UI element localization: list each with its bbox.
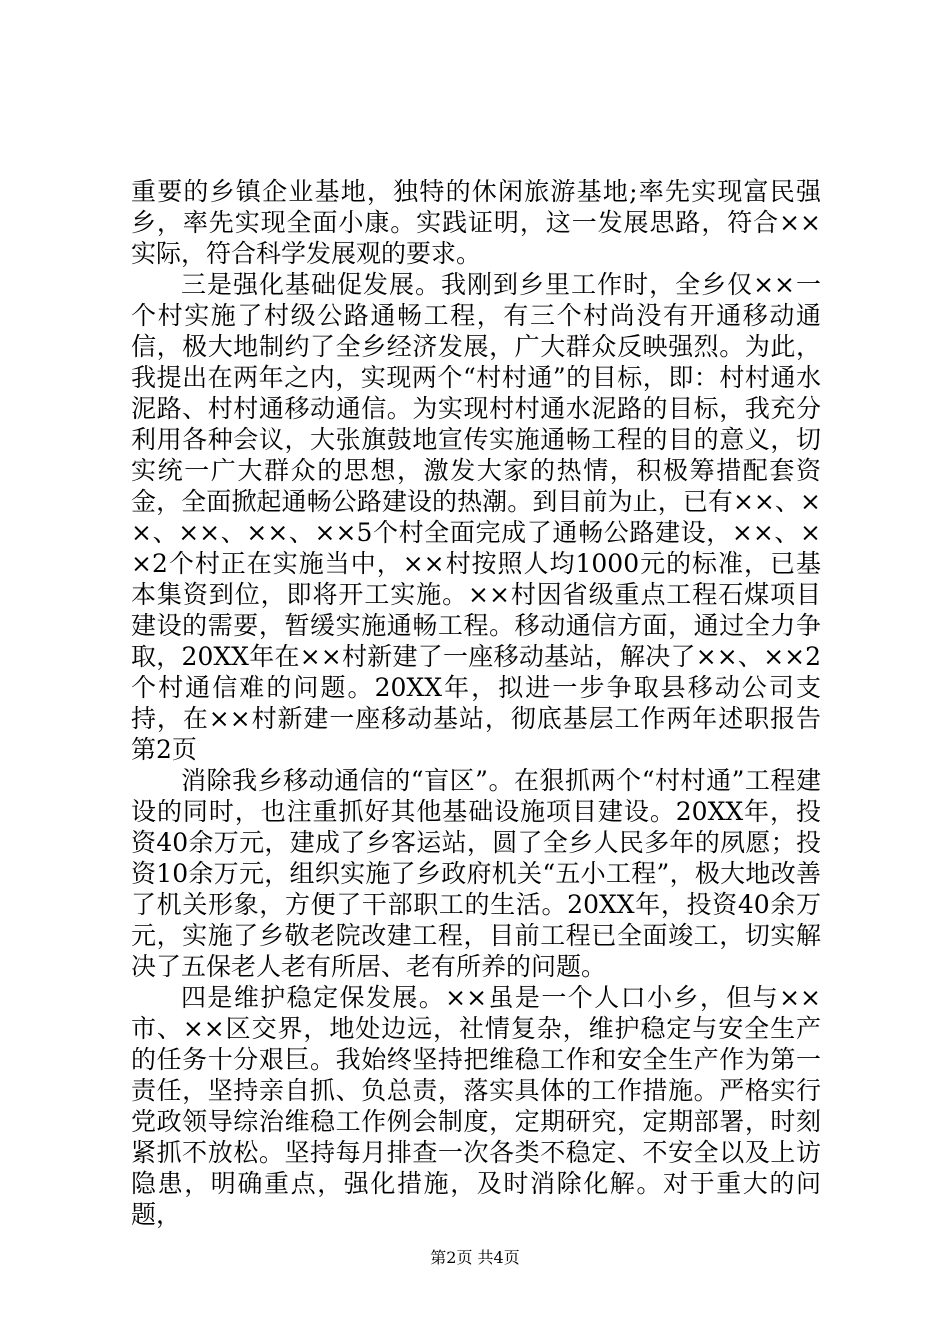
paragraph-2: 三是强化基础促发展。我刚到乡里工作时，全乡仅××一个村实施了村级公路通畅工程，有三个村尚没有开通移动通信，极大地制约了全乡经济发展，广大群众反映强烈。为此，我提出在两年之内，实现两个“村村通”的目标，即：村村通水泥路、村村通移动通信。为实现村村通水泥路的目标，我充分利用各种会议，大张旗鼓地宣传实施通畅工程的目的意义，切实统一广大群众的思想，激发大家的热情，积极筹措配套资金，全面掀起通畅公路建设的热潮。到目前为止，已有××、××、××、××、××5个村全面完成了通畅公路建设，××、××2个村正在实施当中，××村按照人均1000元的标准，已基本集资到位，即将开工实施。××村因省级重点工程石煤项目建设的需要，暂缓实施通畅工程。移动通信方面，通过全力争取，20XX年在××村新建了一座移动基站，解决了××、××2个村通信难的问题。20XX年，拟进一步争取县移动公司支持，在××村新建一座移动基站，彻底基层工作两年述职报告第2页 bbox=[131, 270, 821, 764]
paragraph-3: 消除我乡移动通信的“盲区”。在狠抓两个“村村通”工程建设的同时，也注重抓好其他基础设施项目建设。20XX年，投资40余万元，建成了乡客运站，圆了全乡人民多年的夙愿；投资10余万元，组织实施了乡政府机关“五小工程”，极大地改善了机关形象，方便了干部职工的生活。20XX年，投资40余万元，实施了乡敬老院改建工程，目前工程已全面竣工，切实解决了五保老人老有所居、老有所养的问题。 bbox=[131, 766, 821, 981]
document-body bbox=[131, 176, 821, 1230]
paragraph-1: 重要的乡镇企业基地，独特的休闲旅游基地;率先实现富民强乡，率先实现全面小康。实践证明，这一发展思路，符合××实际，符合科学发展观的要求。 bbox=[131, 177, 821, 268]
page-footer: 第2页 共4页 bbox=[430, 1248, 520, 1267]
paragraph-4: 四是维护稳定保发展。××虽是一个人口小乡，但与××市、××区交界，地处边远，社情复杂，维护稳定与安全生产的任务十分艰巨。我始终坚持把维稳工作和安全生产作为第一责任，坚持亲自抓、负总责，落实具体的工作措施。严格实行党政领导综治维稳工作例会制度，定期研究，定期部署，时刻紧抓不放松。坚持每月排查一次各类不稳定、不安全以及上访隐患，明确重点，强化措施，及时消除化解。对于重大的问题， bbox=[131, 983, 821, 1229]
